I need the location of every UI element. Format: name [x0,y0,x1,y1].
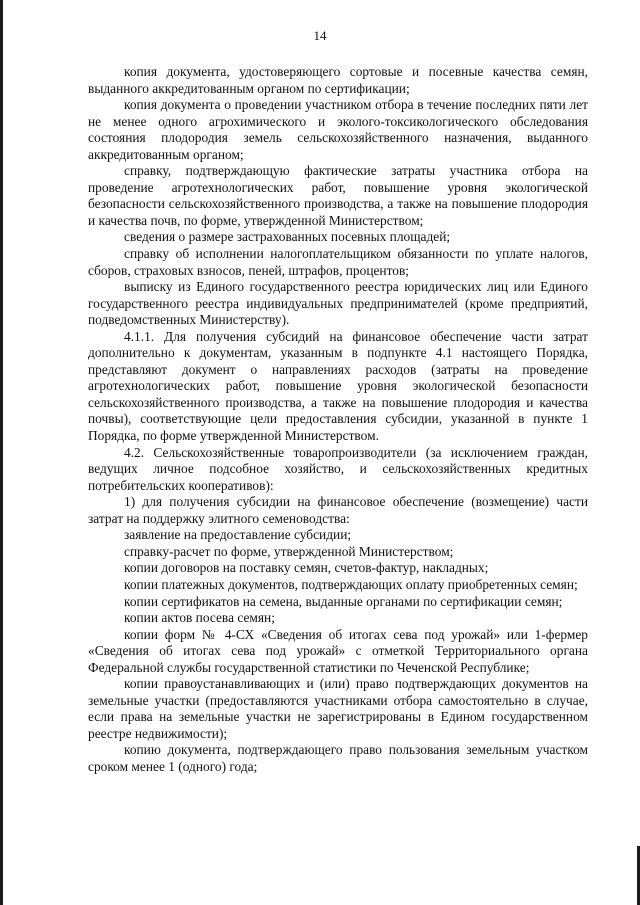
paragraph: копии правоустанавливающих и (или) право подтверждающих документов на земельные участки (предоставляются участниками отбора самостоятельно в случае, если права на земельные участки не зарегистрированы в Едином государственном реестре недвижимости); [88,676,588,741]
paragraph: выписку из Единого государственного реестра юридических лиц или Единого государственного реестра индивидуальных предпринимателей (кроме предприятий, подведомственных Министерству). [88,279,588,328]
paragraph: копии актов посева семян; [124,610,275,626]
scan-edge-left [0,0,3,905]
paragraph: справку, подтверждающую фактические затраты участника отбора на проведение агротехнологических работ, повышение уровня экологической безопасности сельскохозяйственного производства, а также на повышение плодородия и качества почв, по форме, утвержденной Министерством; [88,163,588,228]
paragraph: копии форм № 4-СХ «Сведения об итогах сева под урожай» или 1-фермер «Сведения об итогах сева под урожай» с отметкой Территориального органа Федеральной службы государственной статистики по Чеченской Республике; [88,626,588,675]
paragraph: копии платежных документов, подтверждающих оплату приобретенных семян; [124,576,578,592]
paragraph: сведения о размере застрахованных посевных площадей; [124,229,451,245]
paragraph: копия документа о проведении участником отбора в течение последних пяти лет не менее одного агрохимического и эколого-токсикологического обследования состояния плодородия земель сельскохозяйственного назначения, выданного аккредитованным органом; [88,97,588,162]
paragraph: 4.1.1. Для получения субсидий на финансовое обеспечение части затрат дополнительно к документам, указанным в подпункте 4.1 настоящего Порядка, представляют документ о направлениях расходов (затраты на проведение агротехнологических работ, повышение уровня экологической безопасности сельскохозяйственного производства, а также на повышение плодородия и качества почвы), соответствующие цели предоставления субсидии, указанной в пункте 1 Порядка, по форме утвержденной Министерством. [88,328,588,444]
paragraph: 1) для получения субсидии на финансовое обеспечение (возмещение) части затрат на поддержку элитного семеноводства: [88,494,588,526]
paragraph: копии договоров на поставку семян, счетов-фактур, накладных; [124,560,489,576]
page-number: 14 [313,28,327,43]
paragraph: копия документа, удостоверяющего сортовые и посевные качества семян, выданного аккредитованным органом по сертификации; [88,64,588,96]
paragraph: копии сертификатов на семена, выданные органами по сертификации семян; [124,593,563,609]
paragraph: справку об исполнении налогоплательщиком обязанности по уплате налогов, сборов, страховых взносов, пеней, штрафов, процентов; [88,246,588,278]
paragraph: заявление на предоставление субсидии; [124,527,352,543]
paragraph: справку-расчет по форме, утвержденной Министерством; [124,543,454,559]
paragraph: 4.2. Сельскохозяйственные товаропроизводители (за исключением граждан, ведущих личное подсобное хозяйство, и сельскохозяйственных кредитных потребительских кооперативов): [88,444,588,493]
document-body [88,64,588,776]
paragraph: копию документа, подтверждающего право пользования земельным участком сроком менее 1 (одного) года; [88,742,588,774]
